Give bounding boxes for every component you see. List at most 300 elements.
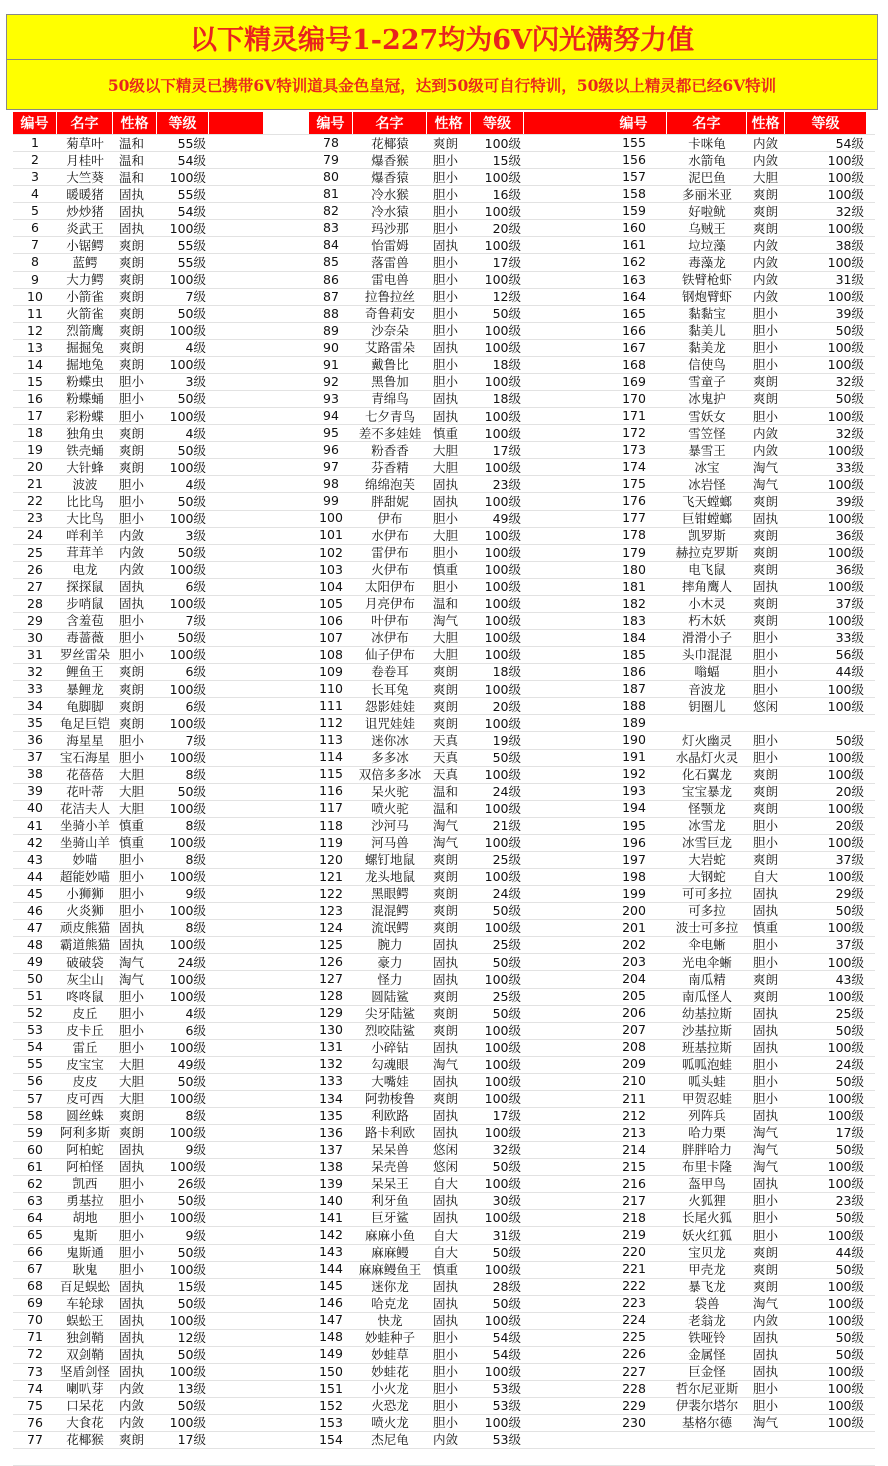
- cell-level: 100级: [484, 169, 521, 185]
- cell-name: 玛沙那: [371, 220, 409, 236]
- header-number: 编号: [601, 112, 667, 134]
- table-row: [601, 919, 867, 936]
- cell-number: 149: [319, 1346, 343, 1362]
- cell-number: 166: [622, 322, 646, 338]
- cell-level: 50级: [492, 1005, 521, 1021]
- cell-level: 44级: [835, 664, 864, 680]
- cell-name: 小火龙: [371, 1381, 409, 1397]
- table-row: [601, 1038, 867, 1055]
- table-row: [13, 1175, 264, 1192]
- cell-nature: 胆小: [119, 1227, 145, 1243]
- cell-number: 39: [27, 783, 43, 799]
- cell-nature: 胆小: [119, 1244, 145, 1260]
- cell-nature: 天真: [433, 766, 459, 782]
- cell-nature: 胆小: [119, 1005, 145, 1021]
- cell-number: 141: [319, 1209, 343, 1225]
- cell-name: 哲尔尼亚斯: [675, 1381, 739, 1397]
- cell-nature: 慎重: [433, 425, 459, 441]
- table-row: [309, 1055, 608, 1072]
- cell-number: 172: [622, 425, 646, 441]
- cell-level: 100级: [827, 698, 864, 714]
- table-row: [601, 407, 867, 424]
- cell-number: 15: [27, 373, 43, 389]
- cell-number: 94: [323, 408, 339, 424]
- cell-name: 黑眼鳄: [371, 886, 409, 902]
- cell-nature: 胆小: [119, 1176, 145, 1192]
- table-row: [601, 885, 867, 902]
- cell-level: 100级: [169, 1159, 206, 1175]
- cell-number: 35: [27, 715, 43, 731]
- cell-level: 23级: [835, 1193, 864, 1209]
- cell-nature: 胆小: [119, 749, 145, 765]
- cell-number: 19: [27, 442, 43, 458]
- cell-name: 灰尘山: [66, 971, 104, 987]
- cell-level: 8级: [185, 852, 206, 868]
- table-row: [601, 1311, 867, 1328]
- cell-name: 掘地兔: [66, 357, 104, 373]
- cell-number: 126: [319, 954, 343, 970]
- cell-level: 100级: [169, 988, 206, 1004]
- cell-nature: 胆小: [433, 1398, 459, 1414]
- cell-level: 100级: [827, 613, 864, 629]
- cell-nature: 温和: [119, 152, 145, 168]
- header-nature: 性格: [747, 112, 785, 134]
- cell-name: 耿鬼: [72, 1261, 98, 1277]
- cell-nature: 内敛: [119, 1381, 145, 1397]
- cell-nature: 悠闲: [433, 1142, 459, 1158]
- table-row: [309, 1328, 608, 1345]
- cell-level: 33级: [835, 459, 864, 475]
- cell-number: 116: [319, 783, 343, 799]
- cell-level: 37级: [835, 596, 864, 612]
- cell-number: 121: [319, 868, 343, 884]
- cell-level: 28级: [492, 1278, 521, 1294]
- cell-number: 167: [622, 339, 646, 355]
- table-row: [309, 1345, 608, 1362]
- cell-nature: 胆小: [119, 1210, 145, 1226]
- cell-nature: 胆小: [753, 954, 779, 970]
- cell-number: 138: [319, 1158, 343, 1174]
- cell-name: 龟脚脚: [66, 698, 104, 714]
- cell-nature: 胆小: [433, 1381, 459, 1397]
- cell-nature: 自大: [433, 1227, 459, 1243]
- cell-name: 皮宝宝: [66, 1056, 104, 1072]
- table-row: [13, 322, 264, 339]
- cell-nature: 固执: [433, 1312, 459, 1328]
- cell-nature: 淘气: [433, 1056, 459, 1072]
- cell-name: 金属怪: [688, 1346, 726, 1362]
- cell-nature: 爽朗: [753, 391, 779, 407]
- cell-number: 179: [622, 544, 646, 560]
- cell-number: 139: [319, 1175, 343, 1191]
- cell-number: 200: [622, 902, 646, 918]
- cell-name: 大力鳄: [66, 272, 104, 288]
- cell-level: 100级: [484, 1073, 521, 1089]
- cell-name: 喇叭芽: [66, 1381, 104, 1397]
- cell-level: 56级: [835, 647, 864, 663]
- cell-nature: 大胆: [119, 766, 145, 782]
- cell-nature: 胆小: [119, 732, 145, 748]
- cell-level: 100级: [827, 169, 864, 185]
- table-row: [601, 953, 867, 970]
- cell-nature: 淘气: [753, 1142, 779, 1158]
- cell-level: 100级: [484, 493, 521, 509]
- table-row: [601, 1192, 867, 1209]
- cell-name: 胖胖哈力: [681, 1142, 732, 1158]
- cell-level: 55级: [177, 237, 206, 253]
- table-row: [309, 1090, 608, 1107]
- cell-nature: 固执: [433, 1193, 459, 1209]
- table-row: [601, 1277, 867, 1294]
- cell-name: 妖火红狐: [681, 1227, 732, 1243]
- cell-level: 50级: [177, 306, 206, 322]
- cell-nature: 内敛: [119, 527, 145, 543]
- cell-number: 142: [319, 1227, 343, 1243]
- cell-number: 155: [622, 135, 646, 151]
- cell-number: 221: [622, 1261, 646, 1277]
- cell-name: 头巾混混: [681, 647, 732, 663]
- cell-level: 100级: [169, 1091, 206, 1107]
- cell-level: 8级: [185, 1108, 206, 1124]
- cell-name: 电龙: [72, 562, 98, 578]
- cell-level: 100级: [827, 1108, 864, 1124]
- cell-number: 54: [27, 1039, 43, 1055]
- cell-name: 独角虫: [66, 425, 104, 441]
- cell-level: 6级: [185, 579, 206, 595]
- cell-nature: 胆小: [119, 1193, 145, 1209]
- cell-nature: 胆小: [753, 323, 779, 339]
- cell-level: 43级: [835, 971, 864, 987]
- cell-name: 阿柏怪: [66, 1159, 104, 1175]
- table-row: [309, 151, 608, 168]
- cell-level: 44级: [835, 1244, 864, 1260]
- cell-number: 29: [27, 612, 43, 628]
- cell-number: 58: [27, 1107, 43, 1123]
- table-row: [13, 458, 264, 475]
- cell-number: 81: [323, 186, 339, 202]
- cell-nature: 爽朗: [433, 135, 459, 151]
- cell-number: 178: [622, 527, 646, 543]
- cell-nature: 胆小: [753, 1210, 779, 1226]
- cell-nature: 胆小: [753, 647, 779, 663]
- cell-number: 207: [622, 1022, 646, 1038]
- cell-nature: 爽朗: [119, 289, 145, 305]
- cell-level: 100级: [169, 1039, 206, 1055]
- cell-level: 100级: [484, 869, 521, 885]
- table-row: [13, 202, 264, 219]
- table-row: [309, 748, 608, 765]
- cell-nature: 胆小: [119, 613, 145, 629]
- cell-nature: 天真: [433, 749, 459, 765]
- cell-number: 72: [27, 1346, 43, 1362]
- cell-nature: 内敛: [753, 152, 779, 168]
- cell-name: 雪童子: [688, 374, 726, 390]
- cell-level: 50级: [835, 1022, 864, 1038]
- cell-level: 100级: [484, 715, 521, 731]
- cell-name: 粉香香: [371, 442, 409, 458]
- cell-name: 诅咒娃娃: [364, 715, 415, 731]
- cell-nature: 淘气: [433, 613, 459, 629]
- table-row: [13, 339, 264, 356]
- cell-nature: 爽朗: [119, 681, 145, 697]
- cell-name: 摔角鹰人: [681, 579, 732, 595]
- cell-nature: 内敛: [753, 237, 779, 253]
- table-row: [13, 799, 264, 816]
- table-row: [13, 407, 264, 424]
- cell-nature: 胆小: [753, 818, 779, 834]
- cell-nature: 固执: [119, 203, 145, 219]
- cell-nature: 爽朗: [753, 800, 779, 816]
- cell-number: 186: [622, 663, 646, 679]
- cell-name: [667, 714, 747, 731]
- cell-level: 100级: [484, 323, 521, 339]
- table-row: [601, 1380, 867, 1397]
- cell-nature: 爽朗: [433, 988, 459, 1004]
- cell-level: 6级: [185, 1022, 206, 1038]
- cell-name: 波波: [72, 476, 98, 492]
- cell-nature: 爽朗: [753, 545, 779, 561]
- cell-number: 195: [622, 817, 646, 833]
- cell-name: 雪妖女: [688, 408, 726, 424]
- cell-name: 阿勃梭鲁: [364, 1091, 415, 1107]
- table-row: [601, 714, 867, 731]
- cell-nature: 固执: [753, 903, 779, 919]
- cell-name: 伞电蜥: [688, 937, 726, 953]
- table-row: [601, 1107, 867, 1124]
- table-row: [309, 236, 608, 253]
- cell-nature: 胆小: [753, 1381, 779, 1397]
- table-row: [13, 424, 264, 441]
- cell-level: 55级: [177, 254, 206, 270]
- cell-name: 奇鲁莉安: [364, 306, 415, 322]
- cell-nature: 胆小: [119, 647, 145, 663]
- cell-number: 3: [31, 169, 39, 185]
- cell-number: 124: [319, 919, 343, 935]
- cell-number: 34: [27, 698, 43, 714]
- cell-level: 100级: [484, 545, 521, 561]
- cell-number: 203: [622, 954, 646, 970]
- cell-level: 100级: [484, 1022, 521, 1038]
- cell-number: 182: [622, 595, 646, 611]
- cell-number: 91: [323, 356, 339, 372]
- cell-name: 月亮伊布: [364, 596, 415, 612]
- cell-level: 100级: [484, 1415, 521, 1431]
- cell-number: 55: [27, 1056, 43, 1072]
- cell-number: 48: [27, 936, 43, 952]
- table-row: [309, 544, 608, 561]
- cell-level: 100级: [827, 920, 864, 936]
- cell-name: 炎武王: [66, 220, 104, 236]
- table-row: [309, 458, 608, 475]
- table-block-3: [601, 112, 867, 1431]
- cell-number: 8: [31, 254, 39, 270]
- table-row: [601, 936, 867, 953]
- cell-name: 坐骑山羊: [59, 835, 110, 851]
- cell-level: 100级: [169, 647, 206, 663]
- table-row: [601, 902, 867, 919]
- cell-number: 77: [27, 1431, 43, 1447]
- cell-nature: 固执: [433, 937, 459, 953]
- table-row: [601, 782, 867, 799]
- table-row: [601, 765, 867, 782]
- cell-level: 50级: [835, 903, 864, 919]
- cell-nature: 固执: [433, 1039, 459, 1055]
- cell-nature: 胆小: [433, 254, 459, 270]
- table-row: [601, 475, 867, 492]
- table-row: [309, 578, 608, 595]
- cell-number: 10: [27, 288, 43, 304]
- table-row: [309, 970, 608, 987]
- cell-number: 136: [319, 1124, 343, 1140]
- cell-nature: 胆小: [433, 1364, 459, 1380]
- cell-name: 呱头蛙: [688, 1073, 726, 1089]
- cell-level: 100级: [484, 1364, 521, 1380]
- cell-nature: 固执: [753, 886, 779, 902]
- cell-number: 7: [31, 237, 39, 253]
- cell-nature: 温和: [433, 596, 459, 612]
- table-row: [13, 1260, 264, 1277]
- cell-number: 215: [622, 1158, 646, 1174]
- cell-name: 小锯鳄: [66, 237, 104, 253]
- cell-name: 铁哑铃: [688, 1329, 726, 1345]
- cell-name: 水伊布: [371, 527, 409, 543]
- table-row: [601, 202, 867, 219]
- cell-number: 111: [319, 698, 343, 714]
- table-row: [309, 1209, 608, 1226]
- table-row: [309, 782, 608, 799]
- table-row: [309, 629, 608, 646]
- table-row: [13, 390, 264, 407]
- cell-name: 顽皮熊猫: [59, 920, 110, 936]
- cell-number: 160: [622, 220, 646, 236]
- table-row: [309, 1021, 608, 1038]
- cell-name: 卷卷耳: [371, 664, 409, 680]
- table-row: [309, 1260, 608, 1277]
- cell-nature: 爽朗: [119, 698, 145, 714]
- cell-number: 18: [27, 425, 43, 441]
- cell-name: 小碎钻: [371, 1039, 409, 1055]
- cell-name: 罗丝雷朵: [59, 647, 110, 663]
- cell-name: 巨牙鲨: [371, 1210, 409, 1226]
- cell-level: 100级: [827, 749, 864, 765]
- cell-name: 信使鸟: [688, 357, 726, 373]
- table-row: [13, 817, 264, 834]
- cell-nature: 自大: [433, 1176, 459, 1192]
- cell-level: 100级: [484, 613, 521, 629]
- table-row: [13, 1192, 264, 1209]
- cell-number: 119: [319, 834, 343, 850]
- cell-number: 122: [319, 885, 343, 901]
- cell-nature: 爽朗: [119, 1432, 145, 1448]
- cell-number: 38: [27, 766, 43, 782]
- cell-number: 43: [27, 851, 43, 867]
- cell-level: 100级: [827, 510, 864, 526]
- cell-nature: 胆小: [119, 1261, 145, 1277]
- table-row: [13, 1243, 264, 1260]
- cell-number: 137: [319, 1141, 343, 1157]
- cell-number: 46: [27, 902, 43, 918]
- cell-name: 胖甜妮: [371, 493, 409, 509]
- page-title: 以下精灵编号1-227均为6V闪光满努力值: [6, 14, 878, 60]
- cell-nature: 爽朗: [433, 1091, 459, 1107]
- cell-number: 223: [622, 1295, 646, 1311]
- cell-level: 100级: [827, 220, 864, 236]
- table-row: [601, 578, 867, 595]
- cell-nature: 胆小: [753, 1056, 779, 1072]
- cell-name: 雷丘: [72, 1039, 98, 1055]
- table-row: [309, 509, 608, 526]
- table-row: [13, 748, 264, 765]
- cell-level: 100级: [827, 1039, 864, 1055]
- header-nature: 性格: [113, 112, 157, 134]
- cell-number: 42: [27, 834, 43, 850]
- cell-nature: 胆小: [433, 306, 459, 322]
- cell-nature: 爽朗: [753, 374, 779, 390]
- cell-nature: 胆小: [753, 408, 779, 424]
- table-row: [309, 663, 608, 680]
- cell-nature: 胆小: [119, 886, 145, 902]
- cell-name: 雷伊布: [371, 545, 409, 561]
- cell-level: 100级: [827, 800, 864, 816]
- cell-level: 53级: [492, 1432, 521, 1448]
- cell-name: 利牙鱼: [371, 1193, 409, 1209]
- cell-level: 37级: [835, 852, 864, 868]
- cell-nature: 爽朗: [119, 323, 145, 339]
- cell-name: 掘掘兔: [66, 340, 104, 356]
- table-row: [601, 544, 867, 561]
- cell-level: 100级: [484, 374, 521, 390]
- table-row: [309, 1141, 608, 1158]
- cell-name: 爆香猿: [371, 169, 409, 185]
- cell-nature: 固执: [753, 1176, 779, 1192]
- header-name: 名字: [353, 112, 427, 134]
- table-row: [13, 1380, 264, 1397]
- cell-name: 大竺葵: [66, 169, 104, 185]
- cell-number: 177: [622, 510, 646, 526]
- cell-name: 花蓓蓓: [66, 766, 104, 782]
- cell-name: 大比鸟: [66, 510, 104, 526]
- table-row: [309, 339, 608, 356]
- cell-level: 25级: [492, 988, 521, 1004]
- table-row: [13, 646, 264, 663]
- table-row: [309, 407, 608, 424]
- cell-name: 大岩蛇: [688, 852, 726, 868]
- cell-level: 100级: [827, 1312, 864, 1328]
- cell-nature: 爽朗: [433, 681, 459, 697]
- cell-level: 54级: [835, 135, 864, 151]
- cell-name: 胡地: [72, 1210, 98, 1226]
- cell-nature: 胆小: [119, 903, 145, 919]
- cell-level: 50级: [177, 391, 206, 407]
- table-row: [13, 373, 264, 390]
- table-row: [309, 919, 608, 936]
- cell-name: 鲤鱼王: [66, 664, 104, 680]
- cell-nature: 固执: [119, 1346, 145, 1362]
- cell-level: [785, 714, 867, 731]
- cell-number: 16: [27, 390, 43, 406]
- cell-nature: 爽朗: [753, 1244, 779, 1260]
- cell-level: 54级: [177, 203, 206, 219]
- cell-number: 175: [622, 476, 646, 492]
- cell-name: 月桂叶: [66, 152, 104, 168]
- cell-nature: 固执: [119, 220, 145, 236]
- table-row: [601, 817, 867, 834]
- table-row: [601, 834, 867, 851]
- cell-number: 56: [27, 1073, 43, 1089]
- cell-name: 电飞鼠: [688, 562, 726, 578]
- cell-number: 127: [319, 971, 343, 987]
- cell-level: 50级: [492, 1295, 521, 1311]
